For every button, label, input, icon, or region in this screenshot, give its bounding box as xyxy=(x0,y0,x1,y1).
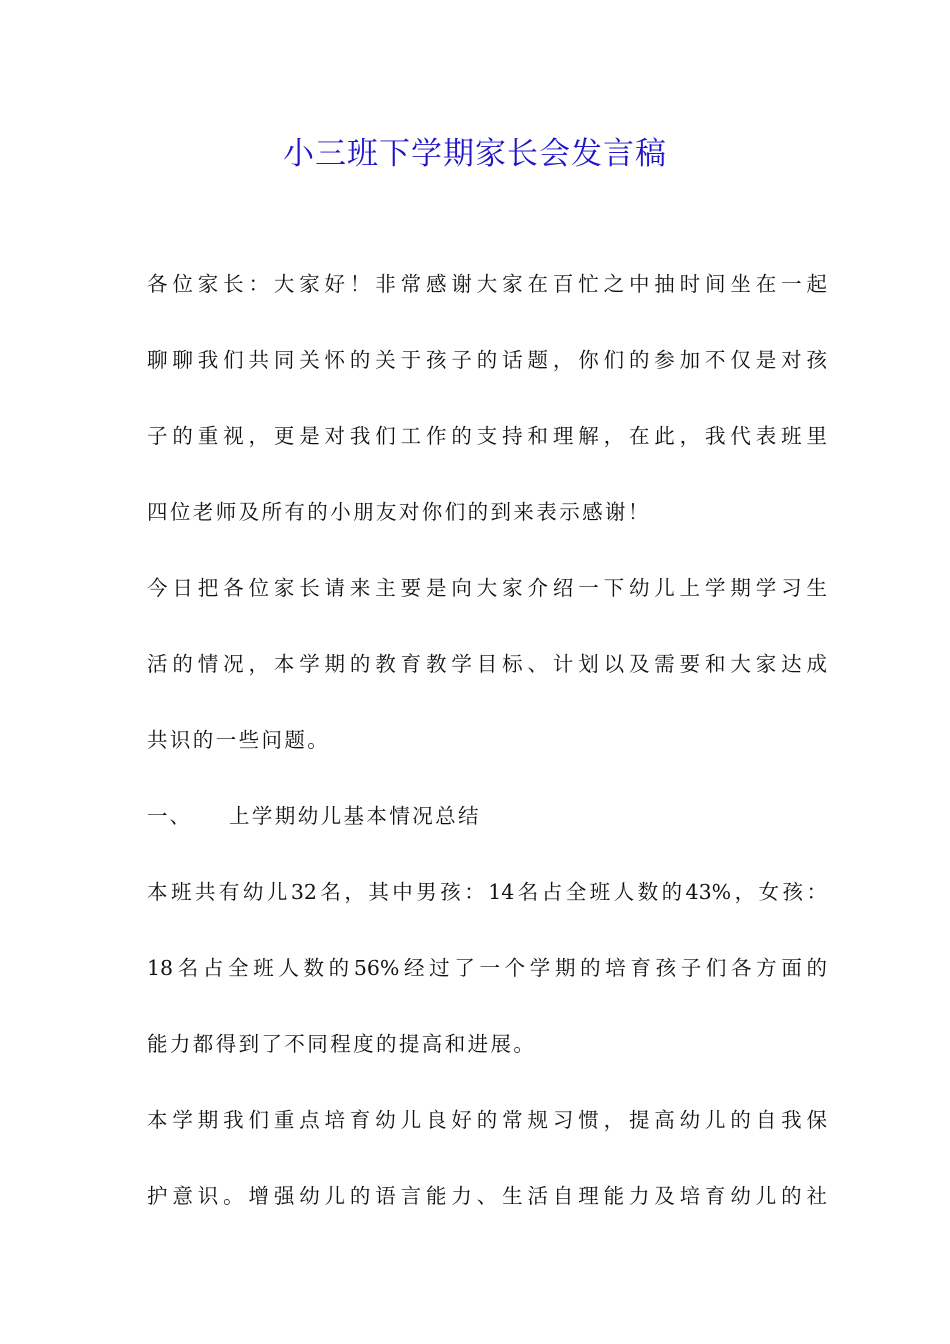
section-number: 一、 xyxy=(147,804,192,828)
paragraph-3-line-2: 18名占全班人数的56%经过了一个学期的培育孩子们各方面的 xyxy=(147,956,827,980)
paragraph-1-line-3: 子的重视，更是对我们工作的支持和理解，在此，我代表班里 xyxy=(147,424,827,448)
document-body xyxy=(147,264,827,1252)
paragraph-4-line-2: 护意识。增强幼儿的语言能力、生活自理能力及培育幼儿的社 xyxy=(147,1184,827,1208)
paragraph-2-line-3: 共识的一些问题。 xyxy=(147,728,331,752)
paragraph-1-line-2: 聊聊我们共同关怀的关于孩子的话题，你们的参加不仅是对孩 xyxy=(147,348,827,372)
paragraph-1-line-1: 各位家长：大家好！非常感谢大家在百忙之中抽时间坐在一起 xyxy=(147,272,827,296)
paragraph-2-line-2: 活的情况，本学期的教育教学目标、计划以及需要和大家达成 xyxy=(147,652,827,676)
section-heading xyxy=(147,796,827,872)
paragraph-4-line-1: 本学期我们重点培育幼儿良好的常规习惯，提高幼儿的自我保 xyxy=(147,1108,827,1132)
paragraph-3-line-3: 能力都得到了不同程度的提高和进展。 xyxy=(147,1032,537,1056)
paragraph-1-line-4: 四位老师及所有的小朋友对你们的到来表示感谢！ xyxy=(147,500,651,524)
document-title: 小三班下学期家长会发言稿 xyxy=(283,136,667,172)
section-title: 上学期幼儿基本情况总结 xyxy=(229,804,481,828)
paragraph-3-line-1: 本班共有幼儿32名，其中男孩：14名占全班人数的43%，女孩： xyxy=(147,880,827,904)
paragraph-2-line-1: 今日把各位家长请来主要是向大家介绍一下幼儿上学期学习生 xyxy=(147,576,827,600)
